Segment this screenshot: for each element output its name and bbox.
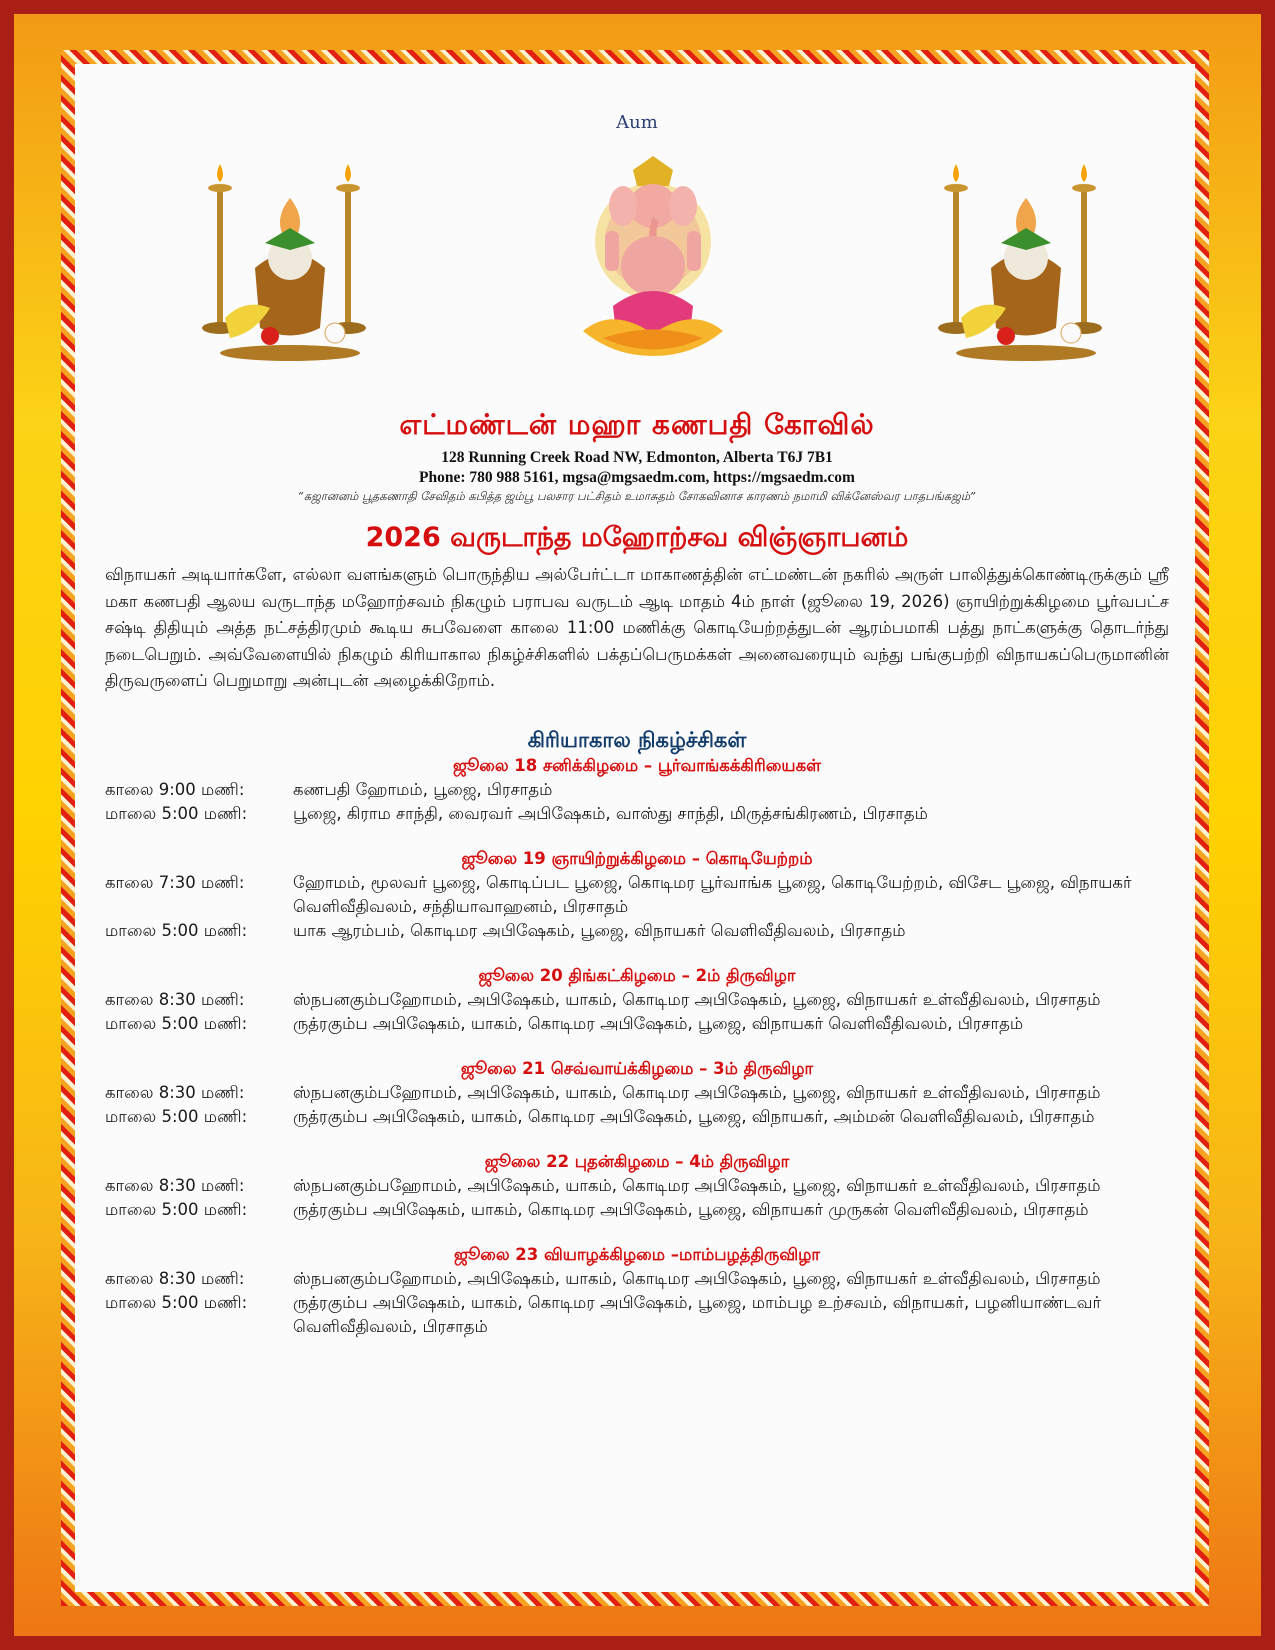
day-block — [105, 847, 1169, 943]
event-list: ருத்ரகும்ப அபிஷேகம், யாகம், கொடிமர அபிஷேகம், பூஜை, விநாயகர் வெளிவீதிவலம், பிரசாதம் — [293, 1014, 1024, 1033]
temple-contact: Phone: 780 988 5161, mgsa@mgsaedm.com, https://mgsaedm.com — [419, 469, 855, 486]
kumbam-offering-icon — [956, 198, 1096, 361]
time-slot: காலை 9:00 மணி: — [105, 780, 245, 799]
time-slot: காலை 8:30 மணி: — [105, 990, 245, 1009]
event-list: ஹோமம், மூலவர் பூஜை, கொடிப்பட பூஜை, கொடிமர பூர்வாங்க பூஜை, கொடியேற்றம், விசேட பூஜை, விநாயகர் வெளிவீதிவலம், சந்தியாவாஹனம், பிரசாதம் — [293, 873, 1132, 916]
event-list: கணபதி ஹோமம், பூஜை, பிரசாதம் — [293, 780, 553, 799]
temple-title: எட்மண்டன் மஹா கணபதி கோவில் — [399, 408, 875, 441]
schedule-row — [105, 1105, 1169, 1129]
programme-title: கிரியாகால நிகழ்ச்சிகள் — [527, 728, 747, 752]
announcement-title: 2026 வருடாந்த மஹோற்சவ விஞ்ஞாபனம் — [365, 522, 909, 553]
schedule-row — [105, 1291, 1169, 1339]
schedule-row — [105, 778, 1169, 802]
schedule-row — [105, 871, 1169, 919]
event-list: ஸ்நபனகும்பஹோமம், அபிஷேகம், யாகம், கொடிமர அபிஷேகம், பூஜை, விநாயகர் உள்வீதிவலம், பிரசாதம் — [293, 990, 1101, 1009]
day-title: ஜூலை 23 வியாழக்கிழமை –மாம்பழத்திருவிழா — [453, 1245, 821, 1264]
event-list: ஸ்நபனகும்பஹோமம், அபிஷேகம், யாகம், கொடிமர அபிஷேகம், பூஜை, விநாயகர் உள்வீதிவலம், பிரசாதம் — [293, 1176, 1101, 1195]
schedule-row — [105, 1174, 1169, 1198]
time-slot: காலை 8:30 மணி: — [105, 1269, 245, 1288]
poster-page — [61, 50, 1209, 1606]
time-slot: மாலை 5:00 மணி: — [105, 1293, 248, 1312]
event-list: ருத்ரகும்ப அபிஷேகம், யாகம், கொடிமர அபிஷேகம், பூஜை, மாம்பழ உற்சவம், விநாயகர், பழனியாண்டவர் வெளிவீதிவலம், பிரசாதம் — [293, 1293, 1102, 1336]
event-list: ஸ்நபனகும்பஹோமம், அபிஷேகம், யாகம், கொடிமர அபிஷேகம், பூஜை, விநாயகர் உள்வீதிவலம், பிரசாதம் — [293, 1083, 1101, 1102]
programme-schedule — [105, 754, 1169, 1360]
day-title: ஜூலை 19 ஞாயிற்றுக்கிழமை – கொடியேற்றம் — [461, 849, 813, 868]
event-list: ருத்ரகும்ப அபிஷேகம், யாகம், கொடிமர அபிஷேகம், பூஜை, விநாயகர், அம்மன் வெளிவீதிவலம், பிரசாதம் — [293, 1107, 1095, 1126]
left-offering-image — [195, 158, 385, 368]
oil-lamp-icon — [938, 164, 974, 334]
event-list: ஸ்நபனகும்பஹோமம், அபிஷேகம், யாகம், கொடிமர அபிஷேகம், பூஜை, விநாயகர் உள்வீதிவலம், பிரசாதம் — [293, 1269, 1101, 1288]
schedule-row — [105, 919, 1169, 943]
day-block — [105, 1150, 1169, 1222]
schedule-row — [105, 1267, 1169, 1291]
event-list: பூஜை, கிராம சாந்தி, வைரவர் அபிஷேகம், வாஸ்து சாந்தி, மிருத்சங்கிரணம், பிரசாதம் — [293, 804, 928, 823]
time-slot: மாலை 5:00 மணி: — [105, 1014, 248, 1033]
schedule-row — [105, 1012, 1169, 1036]
time-slot: மாலை 5:00 மணி: — [105, 804, 248, 823]
time-slot: காலை 7:30 மணி: — [105, 873, 245, 892]
day-title: ஜூலை 20 திங்கட்கிழமை – 2ம் திருவிழா — [478, 966, 796, 985]
day-block — [105, 1243, 1169, 1339]
kumbam-offering-icon — [220, 198, 360, 361]
day-block — [105, 754, 1169, 826]
ganesha-image — [573, 156, 733, 366]
announcement-body: விநாயகர் அடியார்களே, எல்லா வளங்களும் பொருந்திய அல்பேர்ட்டா மாகாணத்தின் எட்மண்டன் நகரில் அருள் பாலித்துக்கொண்டிருக்கும் ஸ்ரீ மகா கணபதி ஆலய வருடாந்த மஹோற்சவம் நிகழும் பராபவ வருடம் ஆடி மாதம் 4ம் நாள் (ஜூலை 19, 2026) ஞாயிற்றுக்கிழமை பூர்வபட்ச சஷ்டி திதியும் அத்த நட்சத்திரமும் கூடிய சுபவேளை காலை 11:00 மணிக்கு கொடியேற்றத்துடன் ஆரம்பமாகி பத்து நாட்களுக்கு தொடர்ந்து நடைபெறும். அவ்வேளையில் நிகழும் கிரியாகால நிகழ்ச்சிகளில் பக்தப்பெருமக்கள் அனைவரையும் வந்து பங்குபற்றி விநாயகப்பெருமானின் திருவருளைப் பெறுமாறு அன்புடன் அழைக்கிறோம். — [105, 565, 1169, 690]
day-title: ஜூலை 21 செவ்வாய்க்கிழமை – 3ம் திருவிழா — [460, 1059, 814, 1078]
schedule-row — [105, 1198, 1169, 1222]
day-block — [105, 964, 1169, 1036]
oil-lamp-icon — [330, 164, 366, 334]
temple-address: 128 Running Creek Road NW, Edmonton, Alberta T6J 7B1 — [441, 449, 833, 466]
oil-lamp-icon — [202, 164, 238, 334]
time-slot: மாலை 5:00 மணி: — [105, 921, 248, 940]
schedule-row — [105, 802, 1169, 826]
time-slot: மாலை 5:00 மணி: — [105, 1200, 248, 1219]
day-title: ஜூலை 22 புதன்கிழமை – 4ம் திருவிழா — [484, 1152, 790, 1171]
sloka-text: “கஜானனம் பூதகணாதி சேவிதம் கபித்த ஜம்பூ பலசார பட்சிதம் உமாசுதம் சோகவினாச காரணம் நமாமி விக்னேஸ்வர பாதபங்கஜம்” — [298, 489, 976, 503]
time-slot: காலை 8:30 மணி: — [105, 1176, 245, 1195]
poster-content — [105, 64, 1169, 1592]
schedule-row — [105, 1081, 1169, 1105]
event-list: ருத்ரகும்ப அபிஷேகம், யாகம், கொடிமர அபிஷேகம், பூஜை, விநாயகர் முருகன் வெளிவீதிவலம், பிரசாதம் — [293, 1200, 1089, 1219]
aum-text: Aum — [616, 112, 658, 133]
event-list: யாக ஆரம்பம், கொடிமர அபிஷேகம், பூஜை, விநாயகர் வெளிவீதிவலம், பிரசாதம் — [293, 921, 906, 940]
time-slot: மாலை 5:00 மணி: — [105, 1107, 248, 1126]
day-title: ஜூலை 18 சனிக்கிழமை – பூர்வாங்கக்கிரியைகள் — [452, 756, 822, 775]
schedule-row — [105, 988, 1169, 1012]
time-slot: காலை 8:30 மணி: — [105, 1083, 245, 1102]
right-offering-image — [931, 158, 1121, 368]
day-block — [105, 1057, 1169, 1129]
oil-lamp-icon — [1066, 164, 1102, 334]
